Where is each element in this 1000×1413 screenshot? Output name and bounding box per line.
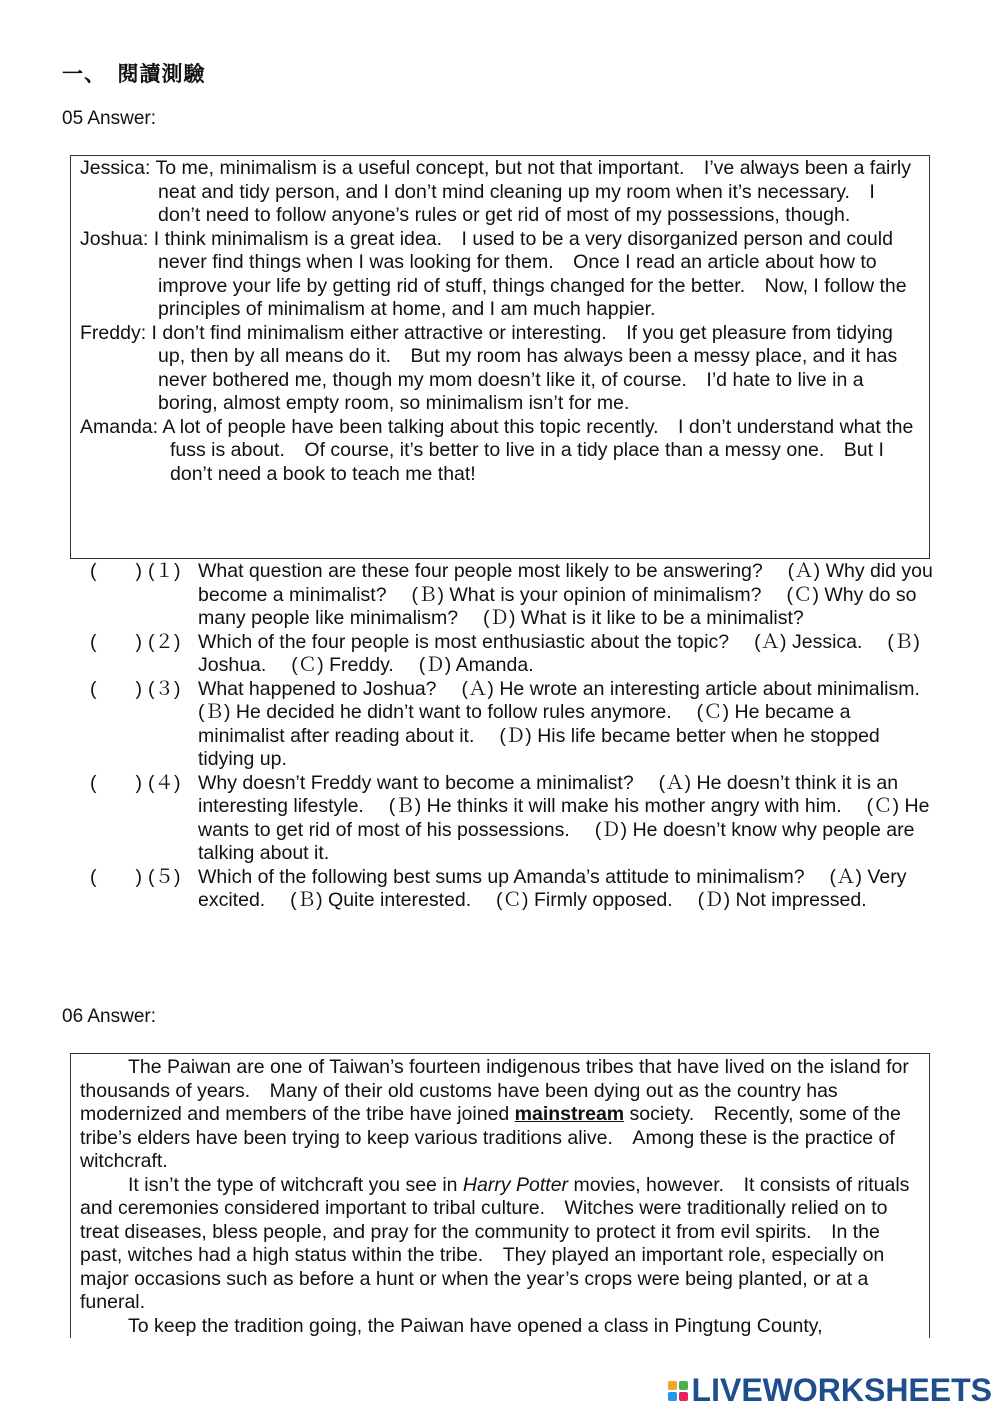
- answer-blank[interactable]: ( ): [90, 630, 142, 653]
- option-a: (Ａ) Jessica.: [754, 630, 863, 653]
- question-stem: Why doesn’t Freddy want to become a minimalist?: [198, 771, 634, 794]
- option-d: (Ｄ) He doesn’t know why people are talking about it.: [198, 818, 915, 864]
- question-stem: What question are these four people most likely to be answering?: [198, 560, 763, 582]
- question-number: (３): [148, 677, 181, 700]
- option-b: (Ｂ) What is your opinion of minimalism?: [411, 583, 762, 606]
- speaker-name: Joshua:: [80, 227, 149, 250]
- answer-label-06: 06 Answer:: [62, 1006, 156, 1027]
- passage-paragraph-3: To keep the tradition going, the Paiwan have opened a class in Pingtung County,: [128, 1314, 823, 1337]
- speaker-text: A lot of people have been talking about this topic recently. I don’t understand what the fuss is about. Of course, it’s better to live in a tidy place than a messy one. But I don’t need a book to teach me that!: [162, 415, 914, 485]
- option-d: (Ｄ) Not impressed.: [697, 889, 867, 911]
- section-title: 一、 閱讀測驗: [62, 63, 206, 86]
- option-d: (Ｄ) What is it like to be a minimalist?: [483, 607, 804, 629]
- option-b: (Ｂ) Joshua.: [198, 630, 920, 676]
- liveworksheets-watermark[interactable]: [668, 1372, 992, 1409]
- watermark-text: LIVEWORKSHEETS: [691, 1372, 992, 1408]
- option-b: (Ｂ) Quite interested.: [290, 889, 472, 911]
- question-stem: Which of the following best sums up Amanda’s attitude to minimalism?: [198, 865, 805, 888]
- logo-square: [679, 1381, 688, 1390]
- passage-paragraph-2: It isn’t the type of witchcraft you see in Harry Potter movies, however. It consists of rituals and ceremonies considered important to tribal culture. Witches were traditionally relied on to treat diseases, bless people, and pray for the community to protect it from evil spirits. In the past, witches had a high status within the tribe. They played an important role, especially on major occasions such as before a hunt or when the year’s crops were being planted, or at a funeral.: [80, 1173, 910, 1313]
- speaker-name: Jessica:: [80, 157, 151, 179]
- logo-square: [679, 1392, 688, 1401]
- keyword-mainstream: mainstream: [514, 1103, 625, 1125]
- passage-text: [80, 1056, 926, 1338]
- speaker-text: I don’t find minimalism either attractive or interesting. If you get pleasure from tidying up, then by all means do it. But my room has always been a messy place, and it has never bothered me, though my mom doesn’t like it, of course. I’d hate to live in a boring, almost empty room, so minimalism isn’t for me.: [151, 321, 898, 414]
- option-d: (Ｄ) His life became better when he stopped tidying up.: [198, 724, 880, 770]
- option-c: (Ｃ) Firmly opposed.: [496, 889, 673, 911]
- speaker-joshua: [80, 228, 920, 322]
- movie-title: Harry Potter: [462, 1173, 569, 1196]
- answer-label-05: 05 Answer:: [62, 108, 156, 129]
- question-number: (５): [148, 865, 181, 888]
- answer-blank[interactable]: ( ): [90, 865, 142, 888]
- option-a: (Ａ) Why did you become a minimalist?: [198, 560, 933, 606]
- liveworksheets-logo-icon: [668, 1381, 688, 1401]
- question-1: [90, 560, 940, 631]
- question-2: [90, 631, 940, 678]
- speaker-jessica: [80, 157, 920, 228]
- speaker-name: Amanda:: [80, 415, 159, 438]
- answer-blank[interactable]: ( ): [90, 560, 142, 582]
- question-stem: What happened to Joshua?: [198, 677, 437, 700]
- option-c: (Ｃ) He became a minimalist after reading about it.: [198, 701, 851, 747]
- option-c: (Ｃ) He wants to get rid of most of his possessions.: [198, 795, 930, 841]
- speaker-freddy: [80, 322, 920, 416]
- speaker-text: To me, minimalism is a useful concept, but not that important. I’ve always been a fairly neat and tidy person, and I don’t mind cleaning up my room when it’s necessary. I don’t need to follow anyone’s rules or get rid of most of my possessions, though.: [155, 157, 911, 226]
- answer-blank[interactable]: ( ): [90, 677, 142, 700]
- option-c: (Ｃ) Why do so many people like minimalism?: [198, 583, 917, 629]
- speaker-amanda: [80, 416, 920, 487]
- answer-blank[interactable]: ( ): [90, 771, 142, 794]
- option-d: (Ｄ) Amanda.: [418, 654, 534, 676]
- option-b: (Ｂ) He thinks it will make his mother angry with him.: [388, 795, 842, 817]
- option-a: (Ａ) He doesn’t think it is an interesting lifestyle.: [198, 771, 899, 817]
- dialogue-content: [80, 157, 920, 486]
- option-b: (Ｂ) He decided he didn’t want to follow rules anymore.: [198, 701, 672, 723]
- question-4: [90, 772, 940, 866]
- question-3: [90, 678, 940, 772]
- question-number: (２): [148, 630, 181, 653]
- option-a: (Ａ) Very excited.: [198, 865, 907, 911]
- logo-square: [668, 1381, 677, 1390]
- logo-square: [668, 1392, 677, 1401]
- option-a: (Ａ) He wrote an interesting article about minimalism.: [461, 677, 920, 700]
- question-stem: Which of the four people is most enthusiastic about the topic?: [198, 630, 730, 653]
- passage-paragraph-1: The Paiwan are one of Taiwan’s fourteen indigenous tribes that have lived on the island for thousands of years. Many of their old customs have been dying out as the country has modernized and members of the tribe have joined mainstream society. Recently, some of the tribe’s elders have been trying to keep various traditions alive. Among these is the practice of witchcraft.: [80, 1056, 909, 1172]
- question-list-05: [90, 560, 940, 913]
- question-number: (１): [148, 560, 181, 582]
- option-c: (Ｃ) Freddy.: [291, 654, 394, 676]
- question-number: (４): [148, 771, 181, 794]
- question-5: [90, 866, 940, 913]
- speaker-name: Freddy:: [80, 321, 147, 344]
- speaker-text: I think minimalism is a great idea. I used to be a very disorganized person and could never find things when I was looking for them. Once I read an article about how to improve your life by getting rid of stuff, things changed for the better. Now, I follow the principles of minimalism at home, and I am much happier.: [153, 227, 907, 320]
